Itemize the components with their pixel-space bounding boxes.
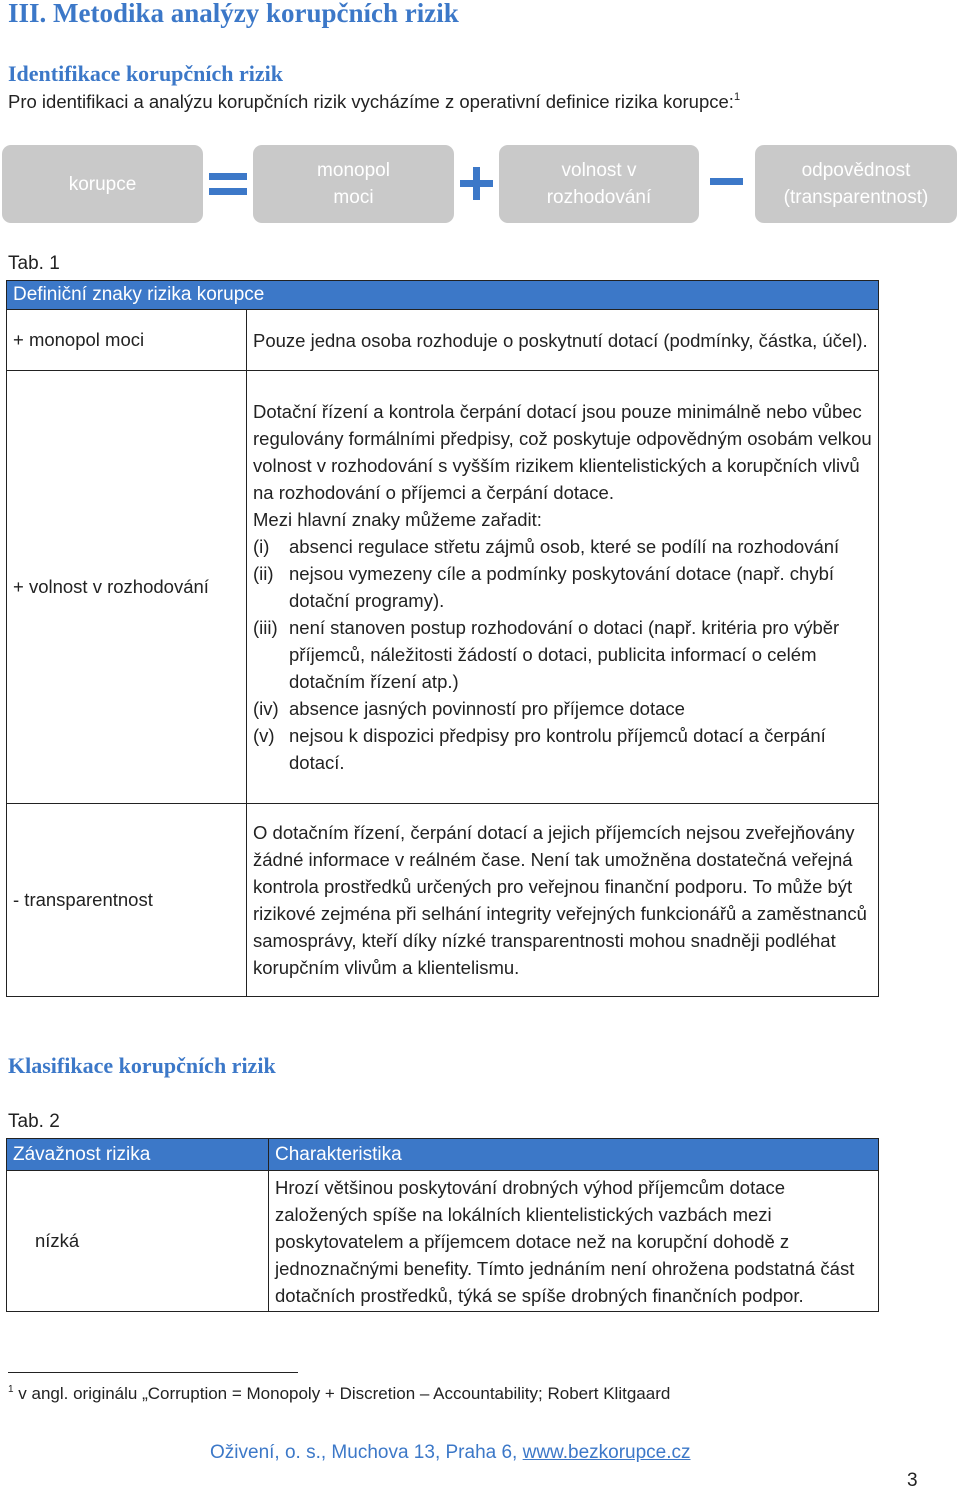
row-text-discretion: Dotační řízení a kontrola čerpání dotací jsou pouze minimálně nebo vůbec regulovány formálními předpisy, což poskytuje odpovědným osobám velkou volnost v rozhodování s vyšším rizikem klientelistických a korupčních vlivů na rozhodování o příjemci a čerpání dotace. Mezi hlavní znaky můžeme zařadit: (i) absenci regulace střetu zájmů osob, které se podílí na rozhodování (ii) nejsou vymezeny cíle a podmínky poskytování dotace (např. chybí dotační programy). (iii) není stanoven postup rozhodování o dotaci (např. kritéria pro výběr příjemců, náležitosti žádostí o dotaci, publicita informací o celém dotačním řízení atp.) (iv) absence jasných povinností pro příjemce dotace (v) nejsou k dispozici předpisy pro kontrolu příjemců dotací a čerpání dotací. bbox=[247, 371, 879, 804]
row-name-monopoly: + monopol moci bbox=[7, 310, 247, 371]
row-text-transparency: O dotačním řízení, čerpání dotací a jejich příjemcích nejsou zveřejňovány žádné informace v reálném čase. Není tak umožněna dostatečná veřejná kontrola prostředků určených pro veřejnou finanční podporu. To může být rizikové zejména při selhání integrity veřejných funkcionářů a zaměstnanců samosprávy, kteří díky nízké transparentnosti mohou snadněji podléhat korupčním vlivům a klientelismu. bbox=[247, 804, 879, 997]
formula-box-accountability: odpovědnost (transparentnost) bbox=[755, 145, 957, 223]
table1-header: Definiční znaky rizika korupce bbox=[7, 281, 879, 310]
severity-description: Hrozí většinou poskytování drobných výhod příjemcům dotace založených spíše na lokálních klientelistických vazbách mezi poskytovatelem a příjemcem dotace než na korupční dohodě z jednoznačnými benefity. Tímto jednáním není ohrožena podstatná část dotačních prostředků, týká se spíše drobných finančních podpor. bbox=[269, 1171, 879, 1312]
footnote-separator bbox=[8, 1372, 298, 1373]
list-item: (v) nejsou k dispozici předpisy pro kontrolu příjemců dotací a čerpání dotací. bbox=[253, 725, 826, 773]
section-heading-classification: Klasifikace korupčních rizik bbox=[8, 1053, 276, 1078]
footnote: $^1$ v angl. originálu „Corruption = Monopoly + Discretion – Accountability; Robert Klitgaard bbox=[8, 1384, 671, 1403]
section-heading-identification: Identifikace korupčních rizik bbox=[8, 61, 284, 86]
table-row bbox=[7, 310, 879, 371]
definition-table bbox=[6, 280, 879, 997]
formula-box-monopoly: monopol moci bbox=[253, 145, 454, 223]
severity-table bbox=[6, 1138, 879, 1312]
table-header-row bbox=[7, 1139, 879, 1171]
table-row bbox=[7, 371, 879, 804]
col-header-characteristics: Charakteristika bbox=[269, 1139, 879, 1171]
table-header-row bbox=[7, 281, 879, 310]
intro-paragraph: Pro identifikaci a analýzu korupčních rizik vycházíme z operativní definice rizika korupce:$^1$ bbox=[8, 91, 741, 112]
severity-level: nízká bbox=[7, 1171, 269, 1312]
page-title: III. Metodika analýzy korupčních rizik bbox=[8, 0, 459, 28]
row-text-monopoly: Pouze jedna osoba rozhoduje o poskytnutí dotací (podmínky, částka, účel). bbox=[247, 310, 879, 371]
footer-website-link[interactable]: www.bezkorupce.cz bbox=[522, 1442, 691, 1463]
equals-icon bbox=[209, 173, 247, 195]
page-number: 3 bbox=[907, 1470, 918, 1491]
table-row bbox=[7, 1171, 879, 1312]
list-item: (iv) absence jasných povinností pro příjemce dotace bbox=[253, 698, 685, 719]
list-item: (i) absenci regulace střetu zájmů osob, které se podílí na rozhodování bbox=[253, 536, 840, 557]
col-header-severity: Závažnost rizika bbox=[7, 1139, 269, 1171]
table2-label: Tab. 2 bbox=[8, 1111, 60, 1132]
minus-icon bbox=[710, 178, 743, 186]
list-item: (ii) nejsou vymezeny cíle a podmínky poskytování dotace (např. chybí dotační programy). bbox=[253, 563, 835, 611]
table1-label: Tab. 1 bbox=[8, 253, 60, 274]
footnote-ref[interactable]: 1 bbox=[733, 91, 741, 103]
list-item: (iii) není stanoven postup rozhodování o dotaci (např. kritéria pro výběr příjemců, náležitosti žádostí o dotaci, publicita informací o celém dotačním řízení atp.) bbox=[253, 617, 840, 692]
table-row bbox=[7, 804, 879, 997]
row-name-transparency: - transparentnost bbox=[7, 804, 247, 997]
criteria-list bbox=[253, 533, 878, 776]
plus-icon bbox=[460, 167, 493, 200]
formula-box-corruption: korupce bbox=[2, 145, 203, 223]
page-footer: Oživení, o. s., Muchova 13, Praha 6, www.bezkorupce.cz bbox=[210, 1442, 691, 1463]
formula-box-discretion: volnost v rozhodování bbox=[499, 145, 699, 223]
row-name-discretion: + volnost v rozhodování bbox=[7, 371, 247, 804]
